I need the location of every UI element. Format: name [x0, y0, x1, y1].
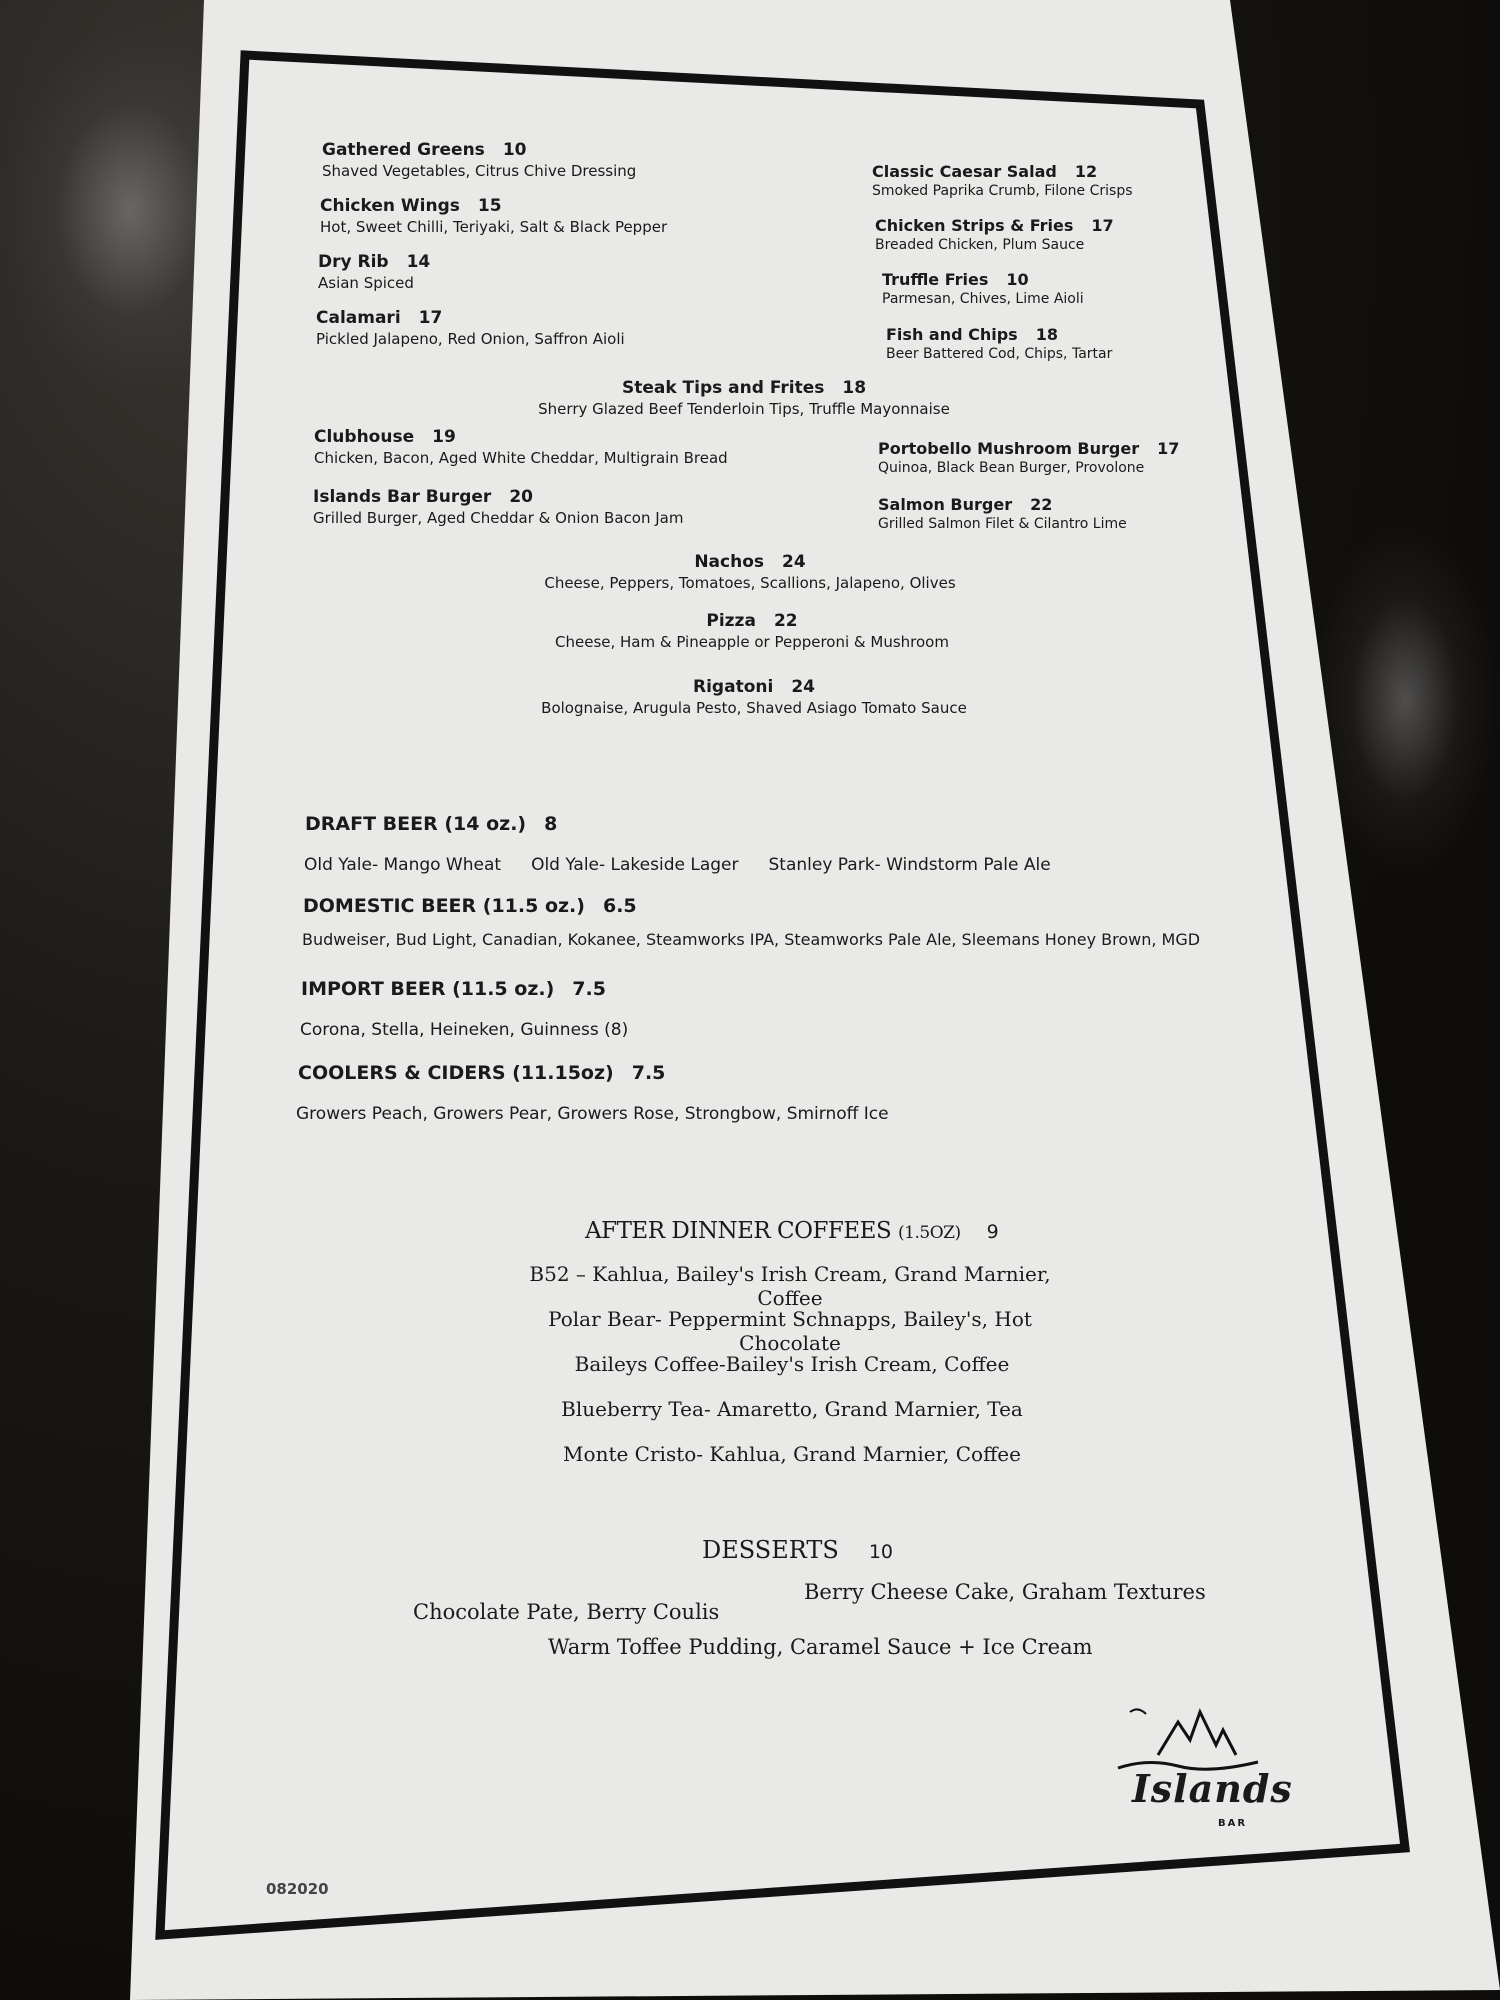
coffee-item [512, 1442, 1072, 1466]
coffee-description: Bailey's Irish Cream, Coffee [725, 1352, 1010, 1376]
beverage-item: Old Yale- Lakeside Lager [531, 855, 739, 875]
menu-item [878, 439, 1198, 476]
dessert-name: Chocolate Pate, [413, 1600, 580, 1624]
menu-item [875, 216, 1175, 253]
coffee-name: Monte Cristo- [563, 1442, 704, 1466]
menu-item [886, 325, 1186, 362]
menu-item [470, 552, 1030, 592]
beverage-price: 7.5 [572, 978, 606, 1000]
item-name: Dry Rib [318, 252, 389, 272]
dessert-title: DESSERTS [702, 1536, 839, 1564]
coffee-price: 9 [986, 1221, 999, 1243]
beverage-item: Stanley Park- Windstorm Pale Ale [768, 855, 1051, 875]
beverage-section-title [301, 978, 606, 1000]
item-description: Grilled Salmon Filet & Cilantro Lime [878, 516, 1127, 532]
dessert-item [413, 1600, 719, 1624]
dessert-item [548, 1635, 1093, 1659]
menu-item [474, 677, 1034, 717]
item-description: Hot, Sweet Chilli, Teriyaki, Salt & Black Pepper [320, 218, 668, 236]
menu-item [878, 495, 1198, 532]
item-price: 19 [432, 427, 456, 447]
dessert-name: Berry Cheese Cake, [804, 1580, 1016, 1604]
menu-item [472, 611, 1032, 651]
item-price: 15 [477, 196, 502, 216]
item-price: 10 [502, 140, 527, 160]
item-name: Pizza [706, 611, 756, 631]
dessert-item [804, 1580, 1206, 1604]
item-price: 17 [1091, 216, 1114, 235]
dessert-name: Warm Toffee Pudding, [548, 1635, 784, 1659]
menu-item [872, 162, 1172, 199]
item-name: Steak Tips and Frites [621, 378, 825, 398]
item-price: 24 [791, 677, 815, 697]
menu-item [316, 308, 786, 348]
dessert-description: Caramel Sauce + Ice Cream [789, 1635, 1093, 1659]
item-name: Chicken Strips & Fries [875, 216, 1074, 235]
coffee-section-title [585, 1218, 998, 1244]
item-name: Salmon Burger [878, 495, 1013, 514]
beverage-item: Budweiser, Bud Light, Canadian, Kokanee, Steamworks IPA, Steamworks Pale Ale, Sleemans Honey Brown, MGD [302, 930, 1201, 949]
coffee-name: Polar Bear- [548, 1307, 662, 1331]
menu-item [882, 270, 1182, 307]
beverage-item: Corona, Stella, Heineken, Guinness (8) [300, 1020, 629, 1040]
item-price: 12 [1074, 162, 1098, 181]
dessert-description: Berry Coulis [586, 1600, 720, 1624]
beverage-price: 6.5 [602, 895, 637, 917]
item-name: Calamari [316, 308, 401, 328]
item-name: Classic Caesar Salad [872, 162, 1057, 181]
item-description: Pickled Jalapeno, Red Onion, Saffron Aioli [316, 330, 625, 348]
item-description: Smoked Paprika Crumb, Filone Crisps [872, 183, 1133, 199]
beverage-section-title [303, 895, 637, 917]
item-name: Fish and Chips [886, 325, 1018, 344]
item-name: Truffle Fries [882, 270, 989, 289]
item-description: Asian Spiced [318, 274, 414, 292]
menu-item [320, 196, 790, 236]
menu-item [322, 140, 792, 180]
beverage-title: DOMESTIC BEER (11.5 oz.) [303, 895, 585, 917]
beverage-title: COOLERS & CIDERS (11.15oz) [298, 1062, 614, 1084]
coffee-item [510, 1307, 1070, 1355]
item-name: Rigatoni [693, 677, 774, 697]
item-price: 22 [1030, 495, 1053, 514]
beverage-list [302, 930, 1200, 949]
logo-subtitle: BAR [1218, 1818, 1248, 1829]
dessert-section-title [702, 1536, 893, 1564]
item-description: Cheese, Peppers, Tomatoes, Scallions, Jalapeno, Olives [544, 574, 956, 592]
item-name: Portobello Mushroom Burger [878, 439, 1140, 458]
beverage-list [300, 1020, 628, 1040]
item-description: Shaved Vegetables, Citrus Chive Dressing [322, 162, 637, 180]
dessert-description: Graham Textures [1021, 1580, 1206, 1604]
item-name: Clubhouse [314, 427, 415, 447]
beverage-list [304, 855, 1051, 875]
coffee-item [510, 1262, 1070, 1310]
item-description: Chicken, Bacon, Aged White Cheddar, Multigrain Bread [314, 449, 728, 467]
coffee-item [512, 1397, 1072, 1421]
beverage-section-title [298, 1062, 665, 1084]
coffee-description: Peppermint Schnapps, Bailey's, Hot Chocolate [668, 1307, 1032, 1355]
item-name: Chicken Wings [320, 196, 460, 216]
menu-item [314, 427, 784, 467]
item-description: Cheese, Ham & Pineapple or Pepperoni & Mushroom [555, 633, 949, 651]
item-price: 18 [842, 378, 867, 398]
item-description: Breaded Chicken, Plum Sauce [875, 237, 1085, 253]
coffee-description: Kahlua, Grand Marnier, Coffee [709, 1442, 1021, 1466]
item-description: Parmesan, Chives, Lime Aioli [882, 291, 1084, 307]
coffee-name: B52 – [529, 1262, 586, 1286]
beverage-section-title [305, 813, 557, 835]
menu-item [313, 487, 783, 527]
item-description: Quinoa, Black Bean Burger, Provolone [878, 460, 1145, 476]
item-description: Grilled Burger, Aged Cheddar & Onion Bacon Jam [313, 509, 684, 527]
beverage-title: IMPORT BEER (11.5 oz.) [301, 978, 555, 1000]
beverage-price: 8 [544, 813, 558, 835]
beverage-item: Old Yale- Mango Wheat [304, 855, 502, 875]
beverage-title: DRAFT BEER (14 oz.) [305, 813, 527, 835]
item-description: Beer Battered Cod, Chips, Tartar [886, 346, 1113, 362]
item-description: Sherry Glazed Beef Tenderloin Tips, Truffle Mayonnaise [538, 400, 950, 418]
coffee-description: Kahlua, Bailey's Irish Cream, Grand Marnier, Coffee [592, 1262, 1051, 1310]
item-price: 24 [782, 552, 806, 572]
dessert-price: 10 [868, 1541, 894, 1563]
item-price: 20 [509, 487, 533, 507]
item-name: Islands Bar Burger [313, 487, 492, 507]
coffee-size: (1.5OZ) [898, 1223, 961, 1243]
beverage-price: 7.5 [631, 1062, 666, 1084]
menu-item [464, 378, 1024, 418]
item-price: 10 [1006, 270, 1029, 289]
item-price: 18 [1035, 325, 1058, 344]
coffee-name: Baileys Coffee- [574, 1352, 726, 1376]
coffee-item [512, 1352, 1072, 1376]
coffee-title: AFTER DINNER COFFEES [585, 1218, 892, 1244]
item-price: 22 [773, 611, 798, 631]
item-price: 17 [1157, 439, 1180, 458]
item-name: Gathered Greens [322, 140, 485, 160]
item-price: 17 [418, 308, 443, 328]
beverage-list [296, 1104, 889, 1124]
beverage-item: Growers Peach, Growers Pear, Growers Rose, Strongbow, Smirnoff Ice [296, 1104, 889, 1124]
item-name: Nachos [694, 552, 764, 572]
item-description: Bolognaise, Arugula Pesto, Shaved Asiago Tomato Sauce [541, 699, 967, 717]
menu-code: 082020 [266, 1880, 329, 1898]
coffee-name: Blueberry Tea- [561, 1397, 711, 1421]
logo-wordmark: Islands [1132, 1766, 1293, 1811]
coffee-description: Amaretto, Grand Marnier, Tea [717, 1397, 1023, 1421]
menu-item [318, 252, 788, 292]
islands-bar-logo [1108, 1700, 1293, 1850]
item-price: 14 [406, 252, 431, 272]
